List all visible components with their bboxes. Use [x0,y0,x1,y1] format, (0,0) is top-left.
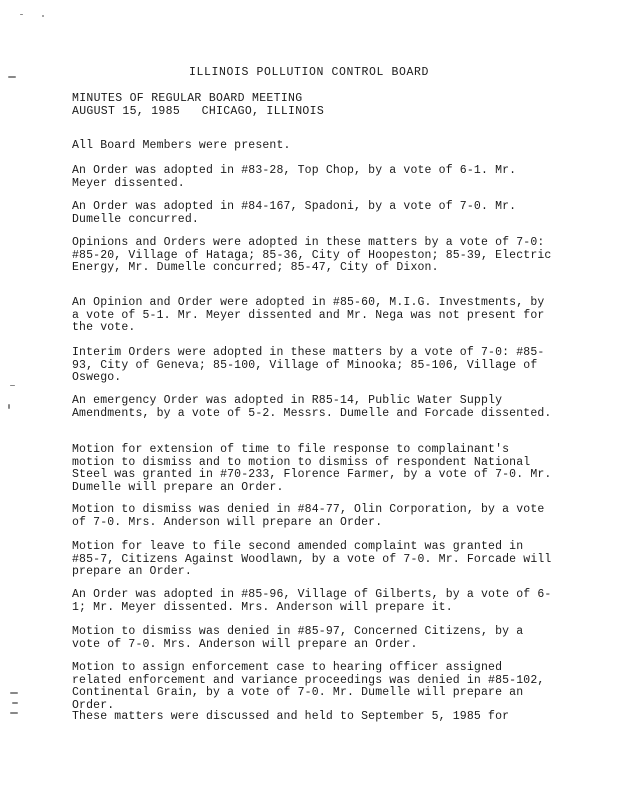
paragraph-interim-orders: Interim Orders were adopted in these matters by a vote of 7-0: #85-93, City of Geneva; 85-100, Village of Minooka; 85-106, Village of Oswego. [72,346,545,384]
paragraph-spadoni: An Order was adopted in #84-167, Spadoni, by a vote of 7-0. Mr. Dumelle concurred. [72,200,517,226]
scan-speck [12,702,18,704]
meeting-date-location: AUGUST 15, 1985 CHICAGO, ILLINOIS [72,105,325,118]
paragraph-olin: Motion to dismiss was denied in #84-77, Olin Corporation, by a vote of 7-0. Mrs. Anderson will prepare an Order. [72,503,545,529]
board-title: ILLINOIS POLLUTION CONTROL BOARD [188,66,430,79]
scan-speck [10,712,18,714]
paragraph-attendance: All Board Members were present. [72,139,291,152]
paragraph-mig-investments: An Opinion and Order were adopted in #85-60, M.I.G. Investments, by a vote of 5-1. Mr. Meyer dissented and Mr. Nega was not present for the vote. [72,296,545,334]
scan-speck [10,385,15,386]
scan-speck [10,692,18,694]
paragraph-concerned-citizens: Motion to dismiss was denied in #85-97, Concerned Citizens, by a vote of 7-0. Mrs. Anderson will prepare an Order. [72,625,524,651]
paragraph-top-chop: An Order was adopted in #83-28, Top Chop, by a vote of 6-1. Mr. Meyer dissented. [72,164,517,190]
paragraph-opinions-orders: Opinions and Orders were adopted in these matters by a vote of 7-0: #85-20, Village of Hataga; 85-36, City of Hoopeston; 85-39, Electric Energy, Mr. Dumelle concurred; 85-47, City of Dixon. [72,236,552,274]
scan-speck [20,14,23,15]
paragraph-continental-grain: Motion to assign enforcement case to hearing officer assigned related enforcement and variance proceedings was denied in #85-102, Continental Grain, by a vote of 7-0. Mr. Dumelle will prepare an Order. [72,661,545,712]
paragraph-florence-farmer: Motion for extension of time to file response to complainant's motion to dismiss and to motion to dismiss of respondent National Steel was granted in #70-233, Florence Farmer, by a vote of 7-0. Mr. Dumelle will prepare an Order. [72,443,552,494]
paragraph-held-matters: These matters were discussed and held to September 5, 1985 for [72,710,510,723]
minutes-heading: MINUTES OF REGULAR BOARD MEETING [72,92,303,105]
paragraph-emergency-order: An emergency Order was adopted in R85-14, Public Water Supply Amendments, by a vote of 5-2. Messrs. Dumelle and Forcade dissented. [72,394,552,420]
scan-speck [42,15,44,17]
paragraph-woodlawn: Motion for leave to file second amended complaint was granted in #85-7, Citizens Against Woodlawn, by a vote of 7-0. Mr. Forcade will prepare an Order. [72,540,552,578]
paragraph-gilberts: An Order was adopted in #85-96, Village of Gilberts, by a vote of 6-1; Mr. Meyer dissented. Mrs. Anderson will prepare it. [72,588,552,614]
scan-speck [8,76,16,78]
scan-speck [8,404,10,409]
